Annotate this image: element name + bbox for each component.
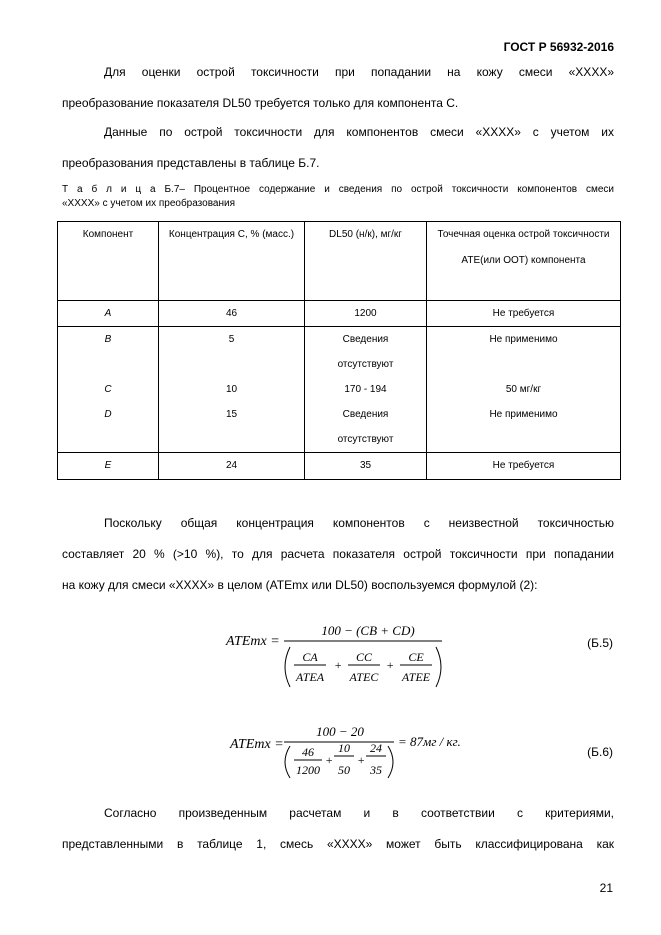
term-1-num: CA bbox=[302, 650, 318, 664]
paragraph-1-line-1: Для оценки острой токсичности при попадании на кожу смеси «XXXX» bbox=[104, 65, 614, 79]
table-row bbox=[58, 327, 621, 378]
term-1-den: 1200 bbox=[296, 763, 320, 777]
formula-b5 bbox=[222, 615, 462, 691]
term-2-den: ATEC bbox=[349, 670, 379, 684]
table-row bbox=[58, 301, 621, 327]
table-header-cell: Концентрация C, % (масс.) bbox=[159, 222, 305, 301]
paragraph-4-line-2: представленными в таблице 1, смесь «XXXX» может быть классифицирована как bbox=[62, 837, 614, 851]
left-paren bbox=[285, 746, 290, 778]
table-cell: Не применимо bbox=[427, 402, 621, 453]
plus-sign: + bbox=[386, 658, 395, 672]
plus-sign: + bbox=[357, 753, 366, 767]
table-header-cell: Точечная оценка острой токсичности ATE(или OOT) компонента bbox=[427, 222, 621, 301]
table-cell: 15 bbox=[159, 402, 305, 453]
table-cell: 50 мг/кг bbox=[427, 377, 621, 402]
table-cell: Не требуется bbox=[427, 453, 621, 480]
toxicity-table bbox=[57, 221, 621, 480]
paragraph-3-line-2: составляет 20 % (>10 %), то для расчета показателя острой токсичности при попадании bbox=[62, 547, 614, 561]
table-cell: Сведения отсутствуют bbox=[305, 402, 427, 453]
table-header-cell: Компонент bbox=[58, 222, 159, 301]
formula-numerator: 100 − 20 bbox=[316, 724, 364, 739]
table-cell: 24 bbox=[159, 453, 305, 480]
table-caption bbox=[62, 183, 614, 211]
right-paren bbox=[388, 746, 393, 778]
term-3-num: CE bbox=[408, 650, 424, 664]
table-header-cell: DL50 (н/к), мг/кг bbox=[305, 222, 427, 301]
term-3-num: 24 bbox=[370, 741, 382, 755]
paragraph-2-line-2: преобразования представлены в таблице Б.7. bbox=[62, 156, 320, 170]
table-cell: Сведения отсутствуют bbox=[305, 327, 427, 378]
table-row bbox=[58, 402, 621, 453]
term-2-num: CC bbox=[355, 650, 373, 664]
formula-numerator: 100 − (CB + CD) bbox=[321, 623, 415, 638]
equation-number-b5: (Б.5) bbox=[587, 636, 613, 650]
table-cell: 46 bbox=[159, 301, 305, 327]
table-cell: Не требуется bbox=[427, 301, 621, 327]
term-3-den: 35 bbox=[370, 763, 382, 777]
equation-number-b6: (Б.6) bbox=[587, 745, 613, 759]
paragraph-3-line-1: Поскольку общая концентрация компонентов с неизвестной токсичностью bbox=[104, 516, 614, 530]
formula-b6 bbox=[226, 722, 476, 784]
left-paren bbox=[285, 647, 290, 687]
formula-result: = 87мг / кг. bbox=[398, 734, 461, 749]
plus-sign: + bbox=[325, 753, 334, 767]
table-cell: A bbox=[58, 301, 159, 327]
table-row bbox=[58, 377, 621, 402]
table-header-row bbox=[58, 222, 621, 301]
table-cell: 35 bbox=[305, 453, 427, 480]
term-1-den: ATEA bbox=[295, 670, 325, 684]
plus-sign: + bbox=[334, 658, 343, 672]
table-row bbox=[58, 453, 621, 480]
table-cell: D bbox=[58, 402, 159, 453]
term-3-den: ATEE bbox=[401, 670, 431, 684]
term-2-num: 10 bbox=[338, 741, 350, 755]
document-header: ГОСТ Р 56932-2016 bbox=[503, 40, 614, 54]
term-1-num: 46 bbox=[302, 745, 314, 759]
table-cell: E bbox=[58, 453, 159, 480]
table-caption-line-1: Т а б л и ц а Б.7– Процентное содержание и сведения по острой токсичности компонентов смеси bbox=[62, 184, 614, 195]
table-cell: 5 bbox=[159, 327, 305, 378]
table-cell: C bbox=[58, 377, 159, 402]
table-cell: Не применимо bbox=[427, 327, 621, 378]
paragraph-4-line-1: Согласно произведенным расчетам и в соответствии с критериями, bbox=[104, 806, 614, 820]
table-cell: 10 bbox=[159, 377, 305, 402]
table-cell: 1200 bbox=[305, 301, 427, 327]
right-paren bbox=[436, 647, 441, 687]
formula-lhs: ATEmx = bbox=[226, 634, 280, 649]
table-caption-line-2: «XXXX» с учетом их преобразования bbox=[62, 198, 236, 209]
term-2-den: 50 bbox=[338, 763, 350, 777]
table-cell: 170 - 194 bbox=[305, 377, 427, 402]
page-number: 21 bbox=[599, 881, 613, 895]
paragraph-3-line-3: на кожу для смеси «XXXX» в целом (ATEmx или DL50) воспользуемся формулой (2): bbox=[62, 578, 538, 592]
table-cell: B bbox=[58, 327, 159, 378]
paragraph-1-line-2: преобразование показателя DL50 требуется только для компонента C. bbox=[62, 96, 459, 110]
paragraph-2-line-1: Данные по острой токсичности для компонентов смеси «XXXX» с учетом их bbox=[104, 125, 614, 139]
formula-lhs: ATEmx = bbox=[230, 737, 284, 752]
